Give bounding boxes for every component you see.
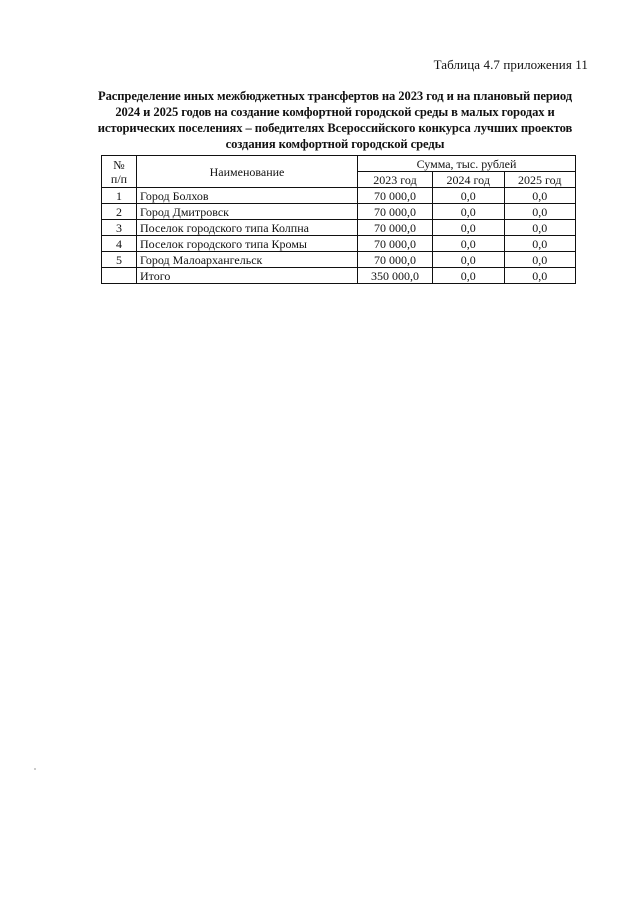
header-num [102, 156, 137, 188]
row-name: Город Малоархангельск [137, 252, 358, 268]
row-value-2025: 0,0 [504, 204, 576, 220]
title-line-4: создания комфортной городской среды [225, 137, 445, 151]
row-value-2025: 0,0 [504, 236, 576, 252]
row-value-2024: 0,0 [433, 204, 505, 220]
row-name: Поселок городского типа Колпна [137, 220, 358, 236]
page-reference: Таблица 4.7 приложения 11 [433, 57, 588, 72]
row-value-2023: 70 000,0 [358, 204, 433, 220]
row-name: Поселок городского типа Кромы [137, 236, 358, 252]
table-row [102, 236, 576, 252]
table-row [102, 252, 576, 268]
row-value-2025: 0,0 [504, 252, 576, 268]
scan-speck [34, 768, 36, 770]
header-year-2023: 2023 год [358, 172, 433, 188]
row-value-2023: 70 000,0 [358, 220, 433, 236]
row-value-2024: 0,0 [433, 236, 505, 252]
table-header-row [102, 156, 576, 172]
row-name: Город Болхов [137, 188, 358, 204]
title-line-1: Распределение иных межбюджетных трансфертов на 2023 год и на плановый период [97, 89, 573, 103]
row-value-2024: 0,0 [433, 220, 505, 236]
row-value-2025: 0,0 [504, 188, 576, 204]
title-line-3: исторических поселениях – победителях Всероссийского конкурса лучших проектов [97, 121, 573, 135]
transfers-table [101, 155, 576, 284]
header-name: Наименование [137, 156, 358, 188]
table-row [102, 220, 576, 236]
row-value-2024: 0,0 [433, 252, 505, 268]
table-row [102, 188, 576, 204]
header-year-2025: 2025 год [504, 172, 576, 188]
row-value-2023: 70 000,0 [358, 188, 433, 204]
header-num-line-2: п/п [110, 171, 128, 186]
header-year-2024: 2024 год [433, 172, 505, 188]
row-value-2023: 70 000,0 [358, 236, 433, 252]
header-num-line-1: № [113, 157, 125, 172]
header-sum-group: Сумма, тыс. рублей [358, 156, 576, 172]
row-num: 3 [102, 220, 137, 236]
total-label: Итого [137, 268, 358, 284]
row-num: 2 [102, 204, 137, 220]
total-value-2024: 0,0 [433, 268, 505, 284]
row-name: Город Дмитровск [137, 204, 358, 220]
row-num: 4 [102, 236, 137, 252]
row-value-2023: 70 000,0 [358, 252, 433, 268]
row-value-2025: 0,0 [504, 220, 576, 236]
total-value-2023: 350 000,0 [358, 268, 433, 284]
table-total-row [102, 268, 576, 284]
title-line-2: 2024 и 2025 годов на создание комфортной городской среды в малых городах и [115, 105, 555, 119]
row-value-2024: 0,0 [433, 188, 505, 204]
row-num: 1 [102, 188, 137, 204]
total-num-empty [102, 268, 137, 284]
total-value-2025: 0,0 [504, 268, 576, 284]
document-title [80, 88, 590, 152]
row-num: 5 [102, 252, 137, 268]
table-row [102, 204, 576, 220]
